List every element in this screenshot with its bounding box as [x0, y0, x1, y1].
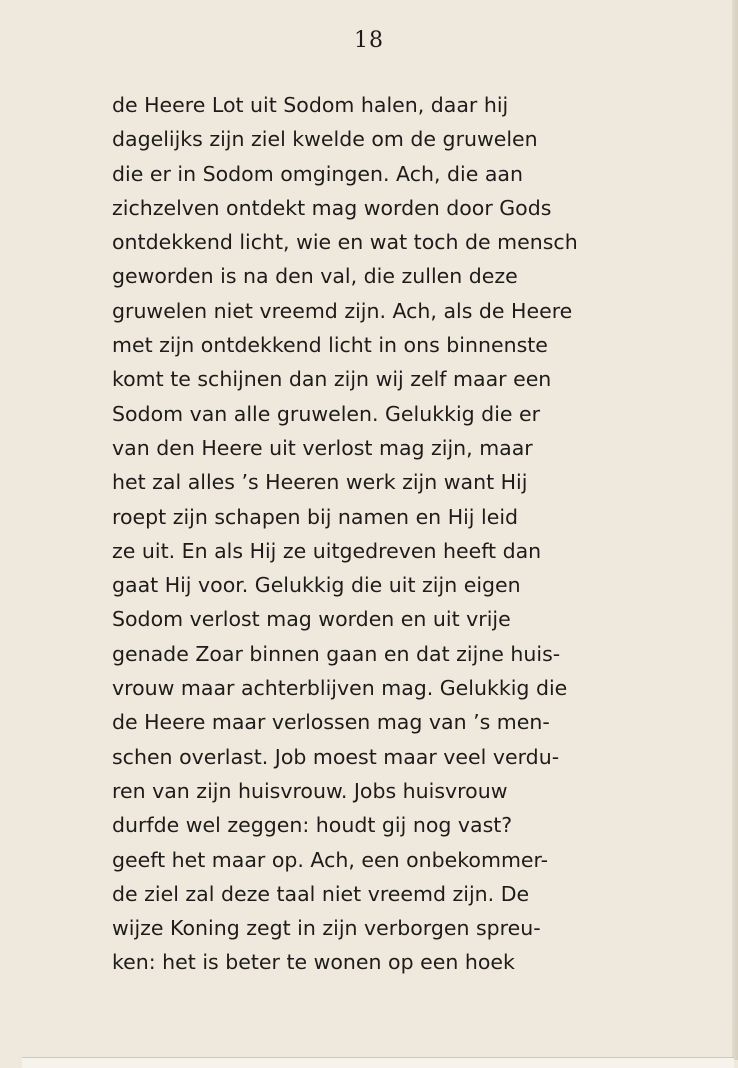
text-line: geworden is na den val, die zullen deze: [112, 264, 518, 289]
text-line: de ziel zal deze taal niet vreemd zijn. De: [112, 881, 530, 906]
text-line: komt te schijnen dan zijn wij zelf maar een: [112, 367, 552, 392]
text-line: ken: het is beter te wonen op een hoek: [112, 950, 515, 975]
body-text: [112, 88, 640, 980]
text-line: de Heere maar verlossen mag van ’s men-: [112, 710, 550, 735]
text-line: roept zijn schapen bij namen en Hij leid: [112, 504, 519, 529]
text-line: zichzelven ontdekt mag worden door Gods: [112, 195, 552, 220]
text-line: ze uit. En als Hij ze uitgedreven heeft dan: [112, 538, 542, 563]
text-line: gruwelen niet vreemd zijn. Ach, als de Heere: [112, 298, 573, 323]
text-line: de Heere Lot uit Sodom halen, daar hij: [112, 93, 509, 117]
text-line: met zijn ontdekkend licht in ons binnenste: [112, 333, 548, 358]
text-line: wijze Koning zegt in zijn verborgen spreu-: [112, 916, 541, 941]
page-edge-bottom: [22, 1057, 734, 1068]
text-line: ontdekkend licht, wie en wat toch de mensch: [112, 230, 578, 255]
text-line: geeft het maar op. Ach, een onbekommer-: [112, 847, 549, 872]
text-line: vrouw maar achterblijven mag. Gelukkig die: [112, 676, 568, 701]
text-line: gaat Hij voor. Gelukkig die uit zijn eigen: [112, 573, 521, 598]
text-line: genade Zoar binnen gaan en dat zijne huis-: [112, 641, 561, 666]
text-line: dagelijks zijn ziel kwelde om de gruwelen: [112, 127, 538, 152]
page-number: 18: [354, 28, 384, 53]
text-line: Sodom verlost mag worden en uit vrije: [112, 607, 511, 632]
text-line: ren van zijn huisvrouw. Jobs huisvrouw: [112, 778, 508, 803]
text-line: van den Heere uit verlost mag zijn, maar: [112, 435, 533, 460]
text-line: Sodom van alle gruwelen. Gelukkig die er: [112, 401, 541, 426]
text-line: het zal alles ’s Heeren werk zijn want Hij: [112, 470, 528, 495]
text-line: durfde wel zeggen: houdt gij nog vast?: [112, 813, 513, 838]
text-line: schen overlast. Job moest maar veel verdu-: [112, 744, 560, 769]
page-edge-right: [732, 0, 738, 1060]
text-line: die er in Sodom omgingen. Ach, die aan: [112, 161, 523, 186]
